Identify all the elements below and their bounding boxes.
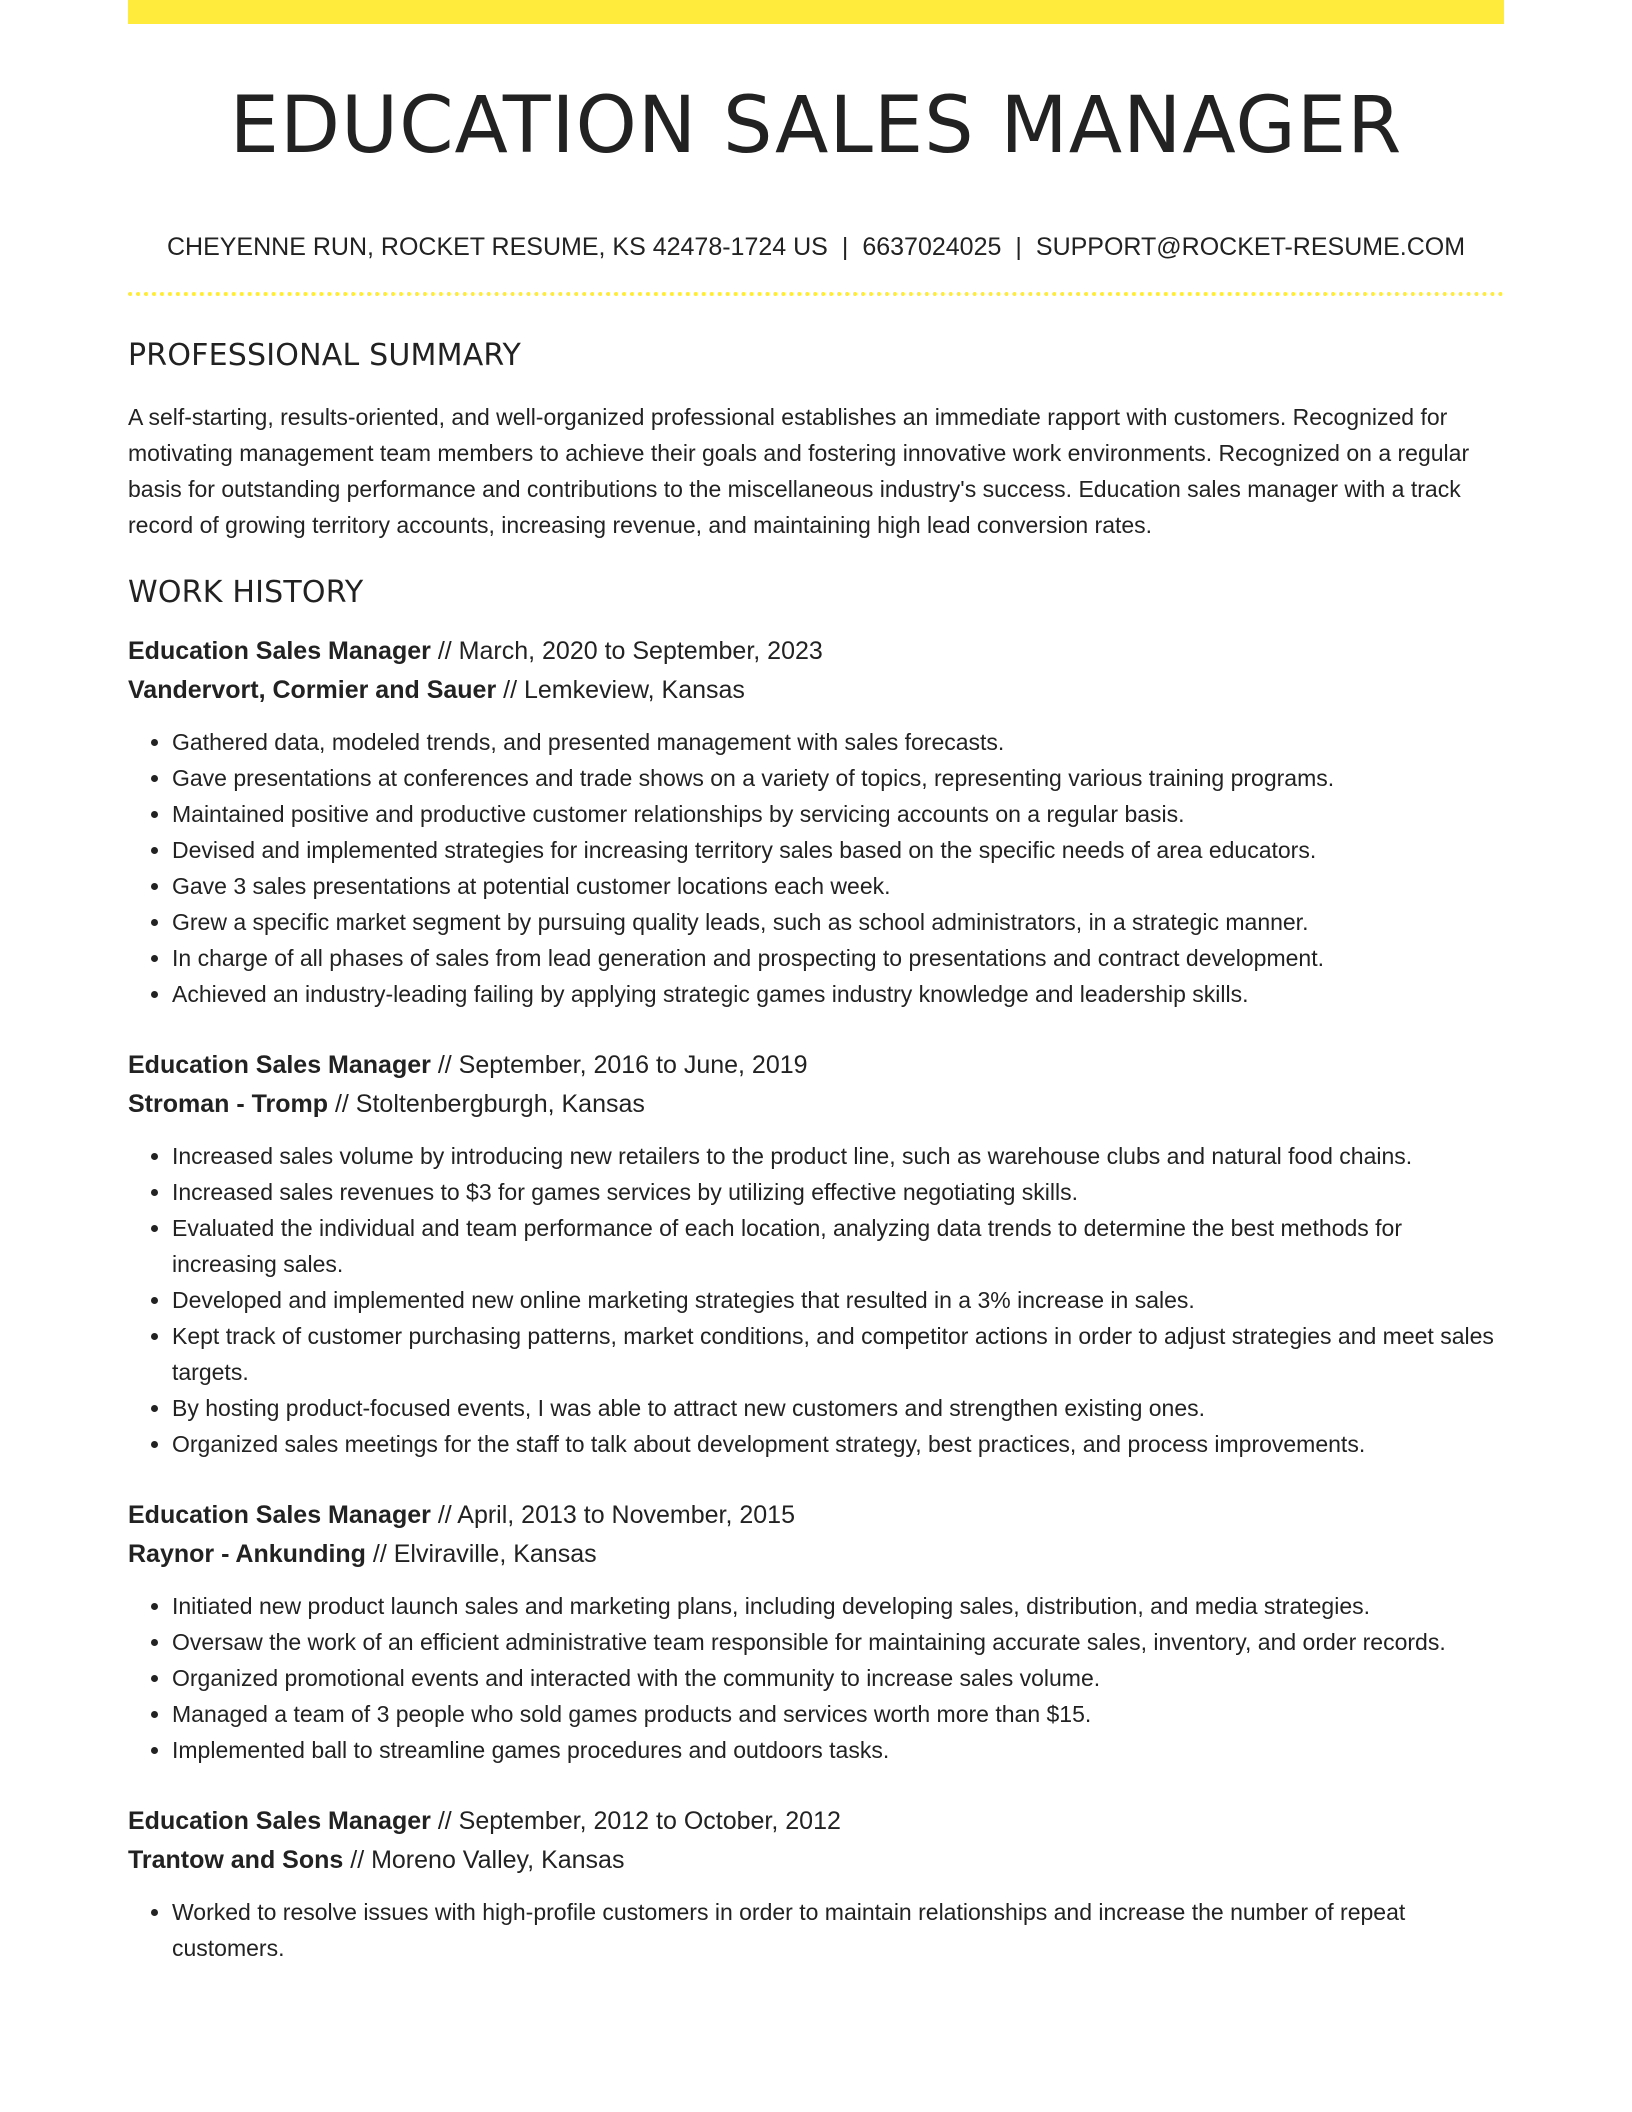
job-bullet: • In charge of all phases of sales from lead generation and prospecting to presentations and contract development. (172, 940, 1504, 976)
job-bullet: • Organized promotional events and interacted with the community to increase sales volume. (172, 1660, 1504, 1696)
job-bullets (128, 1894, 1504, 1966)
job-bullet: • Gave 3 sales presentations at potential customer locations each week. (172, 868, 1504, 904)
job-company-line (128, 1535, 1504, 1574)
job-title: Education Sales Manager (128, 1806, 431, 1835)
job-title-line (128, 632, 1504, 671)
job-bullet: • Evaluated the individual and team performance of each location, analyzing data trends to determine the best methods for increasing sales. (172, 1210, 1504, 1282)
summary-heading: PROFESSIONAL SUMMARY (128, 337, 522, 373)
job-entry (128, 1496, 1504, 1768)
job-location: // Moreno Valley, Kansas (343, 1845, 625, 1874)
job-location: // Lemkeview, Kansas (496, 675, 745, 704)
contact-separator: | (1015, 232, 1022, 261)
job-bullets (128, 1588, 1504, 1768)
contact-line (128, 232, 1504, 262)
job-dates: // March, 2020 to September, 2023 (430, 636, 823, 665)
job-entry (128, 632, 1504, 1012)
job-bullet: • Grew a specific market segment by pursuing quality leads, such as school administrators, in a strategic manner. (172, 904, 1504, 940)
job-title: Education Sales Manager (128, 1050, 431, 1079)
job-company: Vandervort, Cormier and Sauer (128, 675, 497, 704)
summary-text: A self-starting, results-oriented, and well-organized professional establishes an immediate rapport with customers. Recognized for motivating management team members to achieve their goals and fostering innovative work environments. Recognized on a regular basis for outstanding performance and contributions to the miscellaneous industry's success. Education sales manager with a track record of growing territory accounts, increasing revenue, and maintaining high lead conversion rates. (128, 403, 1470, 538)
job-bullet: • Initiated new product launch sales and marketing plans, including developing sales, distribution, and media strategies. (172, 1588, 1504, 1624)
job-company-line (128, 1841, 1504, 1880)
resume-page (128, 0, 1504, 1966)
job-company: Trantow and Sons (128, 1845, 344, 1874)
job-bullets (128, 1138, 1504, 1462)
dotted-divider (128, 292, 1504, 296)
job-bullet: • Devised and implemented strategies for increasing territory sales based on the specific needs of area educators. (172, 832, 1504, 868)
job-title: Education Sales Manager (128, 1500, 431, 1529)
job-bullet: • Managed a team of 3 people who sold games products and services worth more than $15. (172, 1696, 1504, 1732)
job-dates: // April, 2013 to November, 2015 (430, 1500, 795, 1529)
job-dates: // September, 2012 to October, 2012 (430, 1806, 841, 1835)
work-history-list (128, 632, 1504, 1966)
job-location: // Elviraville, Kansas (365, 1539, 597, 1568)
job-bullet: • Increased sales revenues to $3 for games services by utilizing effective negotiating skills. (172, 1174, 1504, 1210)
job-location: // Stoltenbergburgh, Kansas (328, 1089, 645, 1118)
job-bullet: • Achieved an industry-leading failing by applying strategic games industry knowledge and leadership skills. (172, 976, 1504, 1012)
job-entry (128, 1046, 1504, 1462)
job-entry (128, 1802, 1504, 1966)
resume-title: EDUCATION SALES MANAGER (229, 81, 1403, 171)
contact-email: SUPPORT@ROCKET-RESUME.COM (1035, 232, 1466, 261)
job-bullets (128, 724, 1504, 1012)
contact-address: CHEYENNE RUN, ROCKET RESUME, KS 42478-1724 US (166, 232, 828, 261)
job-company-line (128, 1085, 1504, 1124)
job-bullet: • Gathered data, modeled trends, and presented management with sales forecasts. (172, 724, 1504, 760)
job-dates: // September, 2016 to June, 2019 (430, 1050, 808, 1079)
job-bullet: • Implemented ball to streamline games procedures and outdoors tasks. (172, 1732, 1504, 1768)
job-bullet: • Worked to resolve issues with high-profile customers in order to maintain relationships and increase the number of repeat customers. (172, 1894, 1504, 1966)
job-title: Education Sales Manager (128, 636, 431, 665)
job-bullet: • Organized sales meetings for the staff to talk about development strategy, best practices, and process improvements. (172, 1426, 1504, 1462)
job-bullet: • Kept track of customer purchasing patterns, market conditions, and competitor actions in order to adjust strategies and meet sales targets. (172, 1318, 1504, 1390)
job-bullet: • By hosting product-focused events, I was able to attract new customers and strengthen existing ones. (172, 1390, 1504, 1426)
job-company-line (128, 671, 1504, 710)
job-bullet: • Developed and implemented new online marketing strategies that resulted in a 3% increase in sales. (172, 1282, 1504, 1318)
work-history-heading: WORK HISTORY (128, 574, 364, 610)
job-bullet: • Oversaw the work of an efficient administrative team responsible for maintaining accurate sales, inventory, and order records. (172, 1624, 1504, 1660)
job-title-line (128, 1496, 1504, 1535)
job-company: Stroman - Tromp (128, 1089, 329, 1118)
contact-phone: 6637024025 (862, 232, 1002, 261)
job-bullet: • Gave presentations at conferences and trade shows on a variety of topics, representing various training programs. (172, 760, 1504, 796)
accent-top-bar (128, 0, 1504, 24)
job-bullet: • Increased sales volume by introducing new retailers to the product line, such as warehouse clubs and natural food chains. (172, 1138, 1504, 1174)
contact-separator: | (841, 232, 849, 261)
job-bullet: • Maintained positive and productive customer relationships by servicing accounts on a regular basis. (172, 796, 1504, 832)
job-title-line (128, 1046, 1504, 1085)
job-title-line (128, 1802, 1504, 1841)
job-company: Raynor - Ankunding (128, 1539, 366, 1568)
